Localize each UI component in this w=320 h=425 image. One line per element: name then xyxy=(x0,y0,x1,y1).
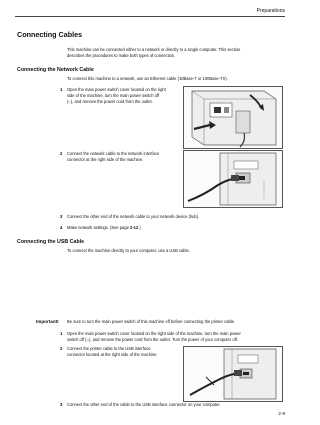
important-label: Important! xyxy=(36,319,59,324)
network-step-3-number: 3 xyxy=(60,214,63,219)
running-header: Preparations xyxy=(256,8,285,14)
network-step-1-line-1: Open the main power switch cover located on the right xyxy=(67,87,166,92)
network-step-4-prefix: Make network settings. (See page xyxy=(67,225,131,230)
network-step-1-line-2: side of the machine, turn the main power switch off xyxy=(67,93,160,98)
important-text: Be sure to turn the main power switch of this machine off before connecting the printer cable. xyxy=(67,319,236,324)
intro-line-1: This machine can be connected either to a network or directly to a single computer. This section xyxy=(67,47,241,52)
usb-intro: To connect the machine directly to your computer, use a USB cable. xyxy=(67,248,190,253)
usb-step-1-number: 1 xyxy=(60,331,63,336)
network-step-2-line-1: Connect the network cable to the network interface xyxy=(67,151,160,156)
usb-step-1-line-1: Open the main power switch cover located on the right side of the machine, turn the main power xyxy=(67,331,241,336)
usb-step-3-number: 3 xyxy=(60,402,63,407)
usb-step-3-line-1: Connect the other end of the cable to the USB interface connector on your computer. xyxy=(67,402,221,407)
network-heading: Connecting the Network Cable xyxy=(17,67,94,73)
page-number: 2-9 xyxy=(278,411,285,416)
header-rule xyxy=(15,16,285,17)
network-step-4-suffix: .) xyxy=(138,225,141,230)
usb-step-1-line-2: switch off (○), and remove the power cord from the outlet. Turn the power of your computer off. xyxy=(67,337,238,342)
network-step-4-number: 4 xyxy=(60,225,63,230)
page-reference-link[interactable]: 2-12 xyxy=(130,225,139,230)
network-step-2-line-2: connector at the right side of the machine. xyxy=(67,157,144,162)
power-switch-illustration xyxy=(183,86,283,149)
usb-step-2-line-2: connector located at the right side of the machine. xyxy=(67,352,158,357)
network-step-1-number: 1 xyxy=(60,87,63,92)
intro-line-2: describes the procedures to make both types of connection. xyxy=(67,53,176,58)
network-cable-illustration xyxy=(183,150,283,208)
page-title: Connecting Cables xyxy=(17,30,83,39)
network-step-1-line-3: (○), and remove the power cord from the outlet. xyxy=(67,99,153,104)
network-step-4-text xyxy=(67,225,141,230)
usb-cable-illustration xyxy=(183,346,283,402)
usb-step-2-number: 2 xyxy=(60,346,63,351)
network-intro: To connect this machine to a network, use an Ethernet cable (10Base-T or 100Base-TX). xyxy=(67,76,228,81)
usb-heading: Connecting the USB Cable xyxy=(17,239,85,245)
usb-step-2-line-1: Connect the printer cable to the USB interface xyxy=(67,346,151,351)
network-step-2-number: 2 xyxy=(60,151,63,156)
network-step-3-line-1: Connect the other end of the network cable to your network device (hub). xyxy=(67,214,200,219)
